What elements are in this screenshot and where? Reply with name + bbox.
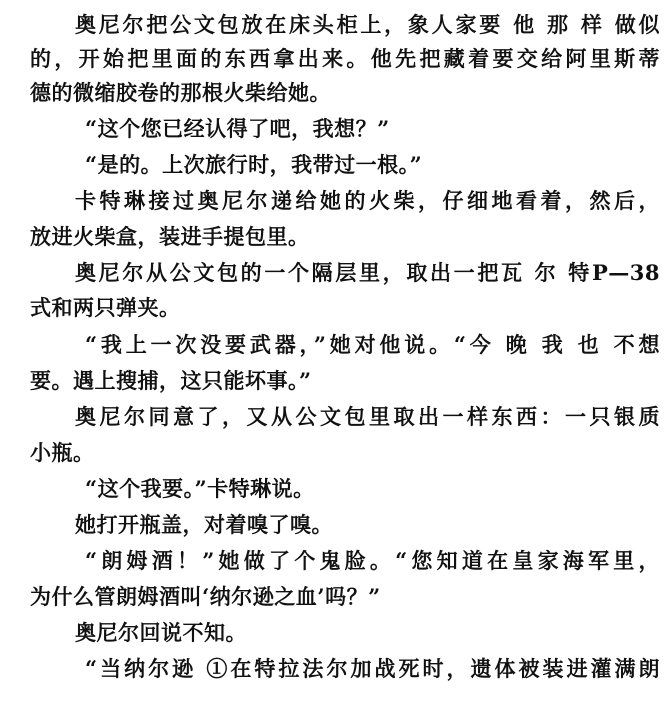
text-line-2: 的，开始把里面的东西拿出来。他先把藏着要交给阿里斯蒂 xyxy=(30,46,660,71)
text-line-16: “朗姆酒！”她做了个鬼脸。“您知道在皇家海军里， xyxy=(85,548,660,573)
text-line-15: 她打开瓶盖，对着嗅了嗅。 xyxy=(75,512,333,537)
text-line-18: 奥尼尔回说不知。 xyxy=(75,620,247,645)
text-line-5: “是的。上次旅行时，我带过一根。” xyxy=(85,152,423,177)
text-line-19: “当纳尔逊 ①在特拉法尔加战死时，遗体被装进灌满朗 xyxy=(85,656,660,681)
text-line-7: 放进火柴盒，装进手提包里。 xyxy=(30,224,310,249)
text-line-8: 奥尼尔从公文包的一个隔层里，取出一把瓦 尔 特P—38 xyxy=(75,260,660,285)
text-line-17: 为什么管朗姆酒叫‘纳尔逊之血’吗？” xyxy=(30,584,381,609)
text-line-13: 小瓶。 xyxy=(30,440,95,465)
text-line-4: “这个您已经认得了吧，我想？” xyxy=(85,116,390,141)
text-line-9: 式和两只弹夹。 xyxy=(30,295,181,320)
text-line-6: 卡特琳接过奥尼尔递给她的火柴，仔细地看着，然后， xyxy=(75,188,660,213)
text-line-3: 德的微缩胶卷的那根火柴给她。 xyxy=(30,80,331,105)
text-line-11: 要。遇上搜捕，这只能坏事。” xyxy=(30,368,312,393)
text-line-14: “这个我要。”卡特琳说。 xyxy=(85,476,315,501)
text-line-10: “我上一次没要武器，”她对他说。“今 晚 我 也 不想 xyxy=(85,332,660,357)
text-line-12: 奥尼尔同意了，又从公文包里取出一样东西：一只银质 xyxy=(75,404,660,429)
text-line-1: 奥尼尔把公文包放在床头柜上，象人家要 他 那 样 做似 xyxy=(75,12,660,37)
